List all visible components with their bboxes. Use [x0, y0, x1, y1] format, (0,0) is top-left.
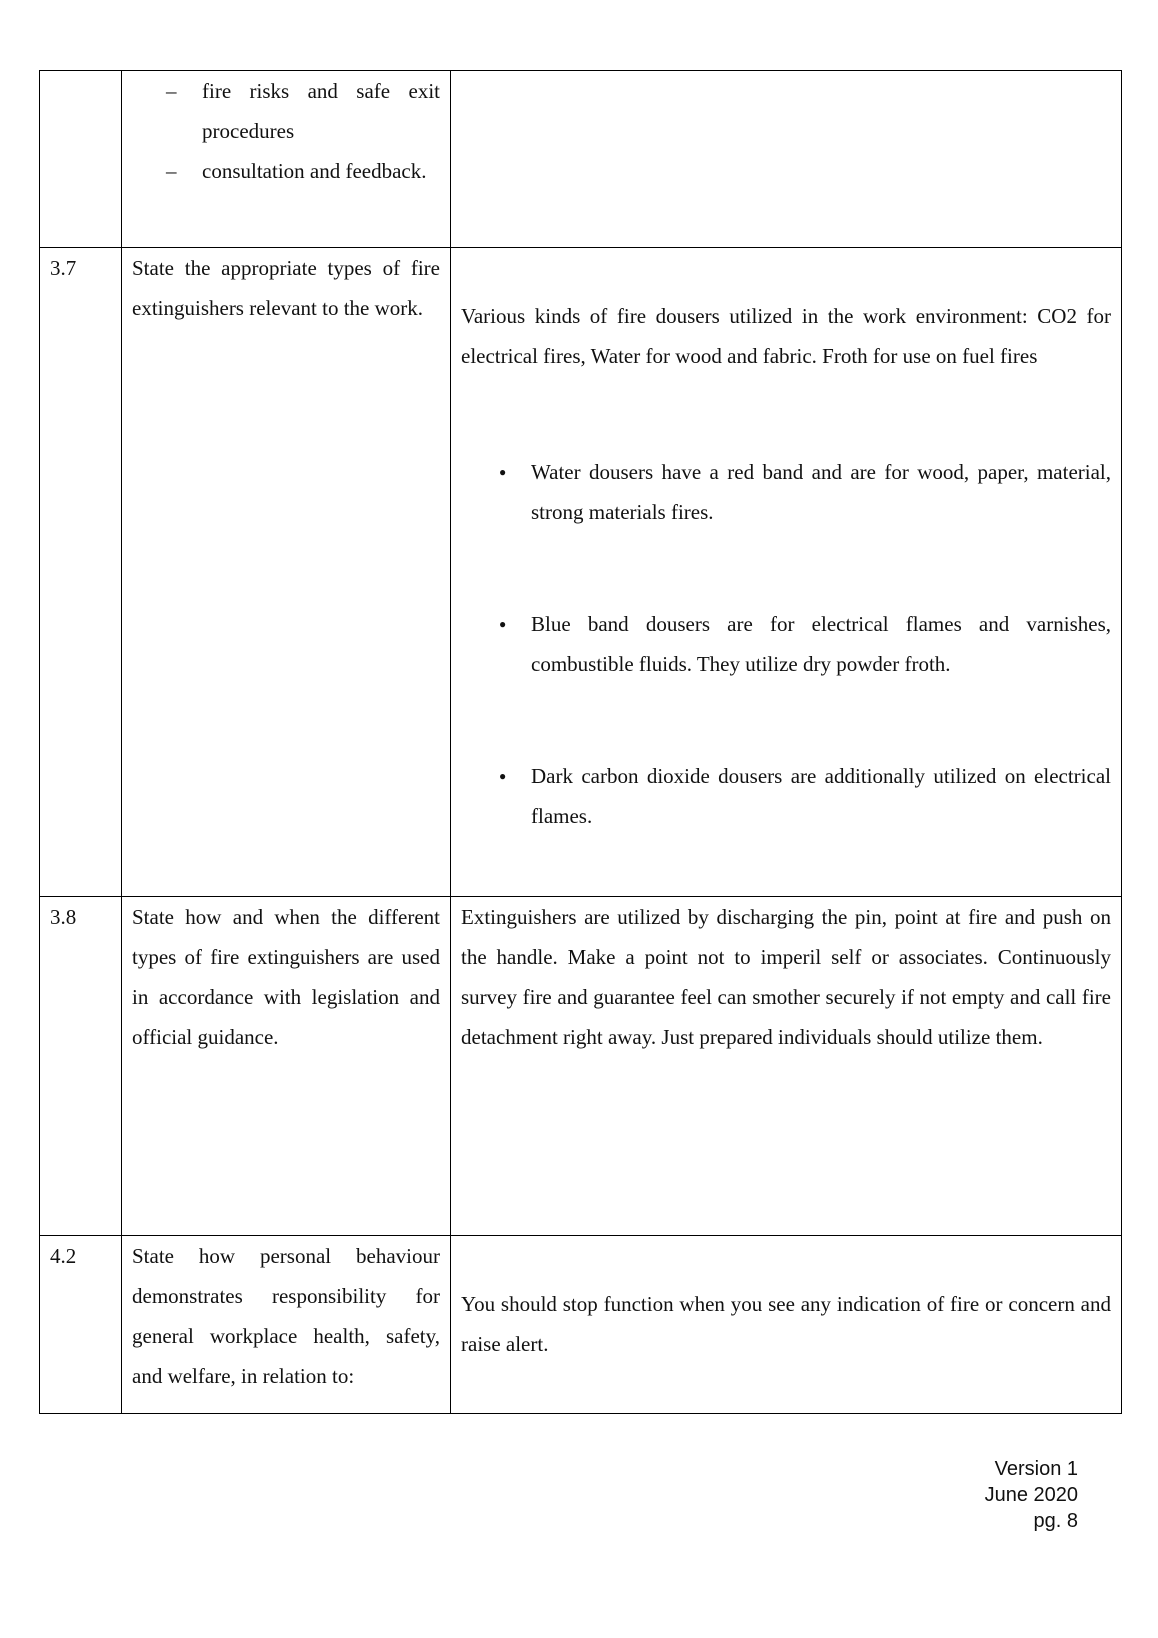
answer-cell [451, 897, 1122, 1236]
question-cell [122, 897, 451, 1236]
question-text: State the appropriate types of fire extinguishers relevant to the work. [132, 256, 440, 320]
table-row-4-2 [40, 1236, 1122, 1414]
row-number-cell [40, 1236, 122, 1414]
table-row-continuation [40, 71, 1122, 248]
dash-list [132, 71, 440, 191]
row-number-cell [40, 71, 122, 248]
list-item: – consultation and feedback. [166, 151, 440, 191]
question-cell [122, 1236, 451, 1414]
answer-cell [451, 248, 1122, 897]
answer-cell [451, 1236, 1122, 1414]
page-footer [985, 1456, 1078, 1534]
row-number: 3.8 [50, 905, 77, 929]
document-table [39, 70, 1122, 1414]
table-row-3-8 [40, 897, 1122, 1236]
question-text: State how and when the different types of fire extinguishers are used in accordance with legislation and official guidance. [132, 905, 440, 1049]
list-item: – fire risks and safe exit procedures [166, 71, 440, 151]
question-text: State how personal behaviour demonstrates responsibility for general workplace health, safety, and welfare, in relation to: [132, 1244, 440, 1388]
footer-date: June 2020 [984, 1484, 1078, 1506]
row-number-cell [40, 248, 122, 897]
answer-intro: Various kinds of fire dousers utilized in the work environment: CO2 for electrical fires, Water for wood and fabric. Froth for use on fuel fires [461, 304, 1111, 368]
question-cell [122, 71, 451, 248]
table-row-3-7 [40, 248, 1122, 897]
row-number: 4.2 [50, 1244, 77, 1268]
list-item: ● Dark carbon dioxide dousers are additionally utilized on electrical flames. [499, 756, 1111, 836]
answer-cell [451, 71, 1122, 248]
list-item: ● Blue band dousers are for electrical flames and varnishes, combustible fluids. They utilize dry powder froth. [499, 604, 1111, 684]
bullet-list [461, 452, 1111, 836]
row-number-cell [40, 897, 122, 1236]
footer-version: Version 1 [994, 1458, 1078, 1480]
answer-text: Extinguishers are utilized by discharging the pin, point at fire and push on the handle. Make a point not to imperil self or associates. Continuously survey fire and guarantee feel can smother securely if not empty and call fire detachment right away. Just prepared individuals should utilize them. [461, 905, 1111, 1049]
row-number: 3.7 [50, 256, 77, 280]
answer-text: You should stop function when you see any indication of fire or concern and raise alert. [461, 1292, 1111, 1356]
list-item: ● Water dousers have a red band and are for wood, paper, material, strong materials fires. [499, 452, 1111, 532]
question-cell [122, 248, 451, 897]
footer-page-number: pg. 8 [1033, 1510, 1078, 1532]
